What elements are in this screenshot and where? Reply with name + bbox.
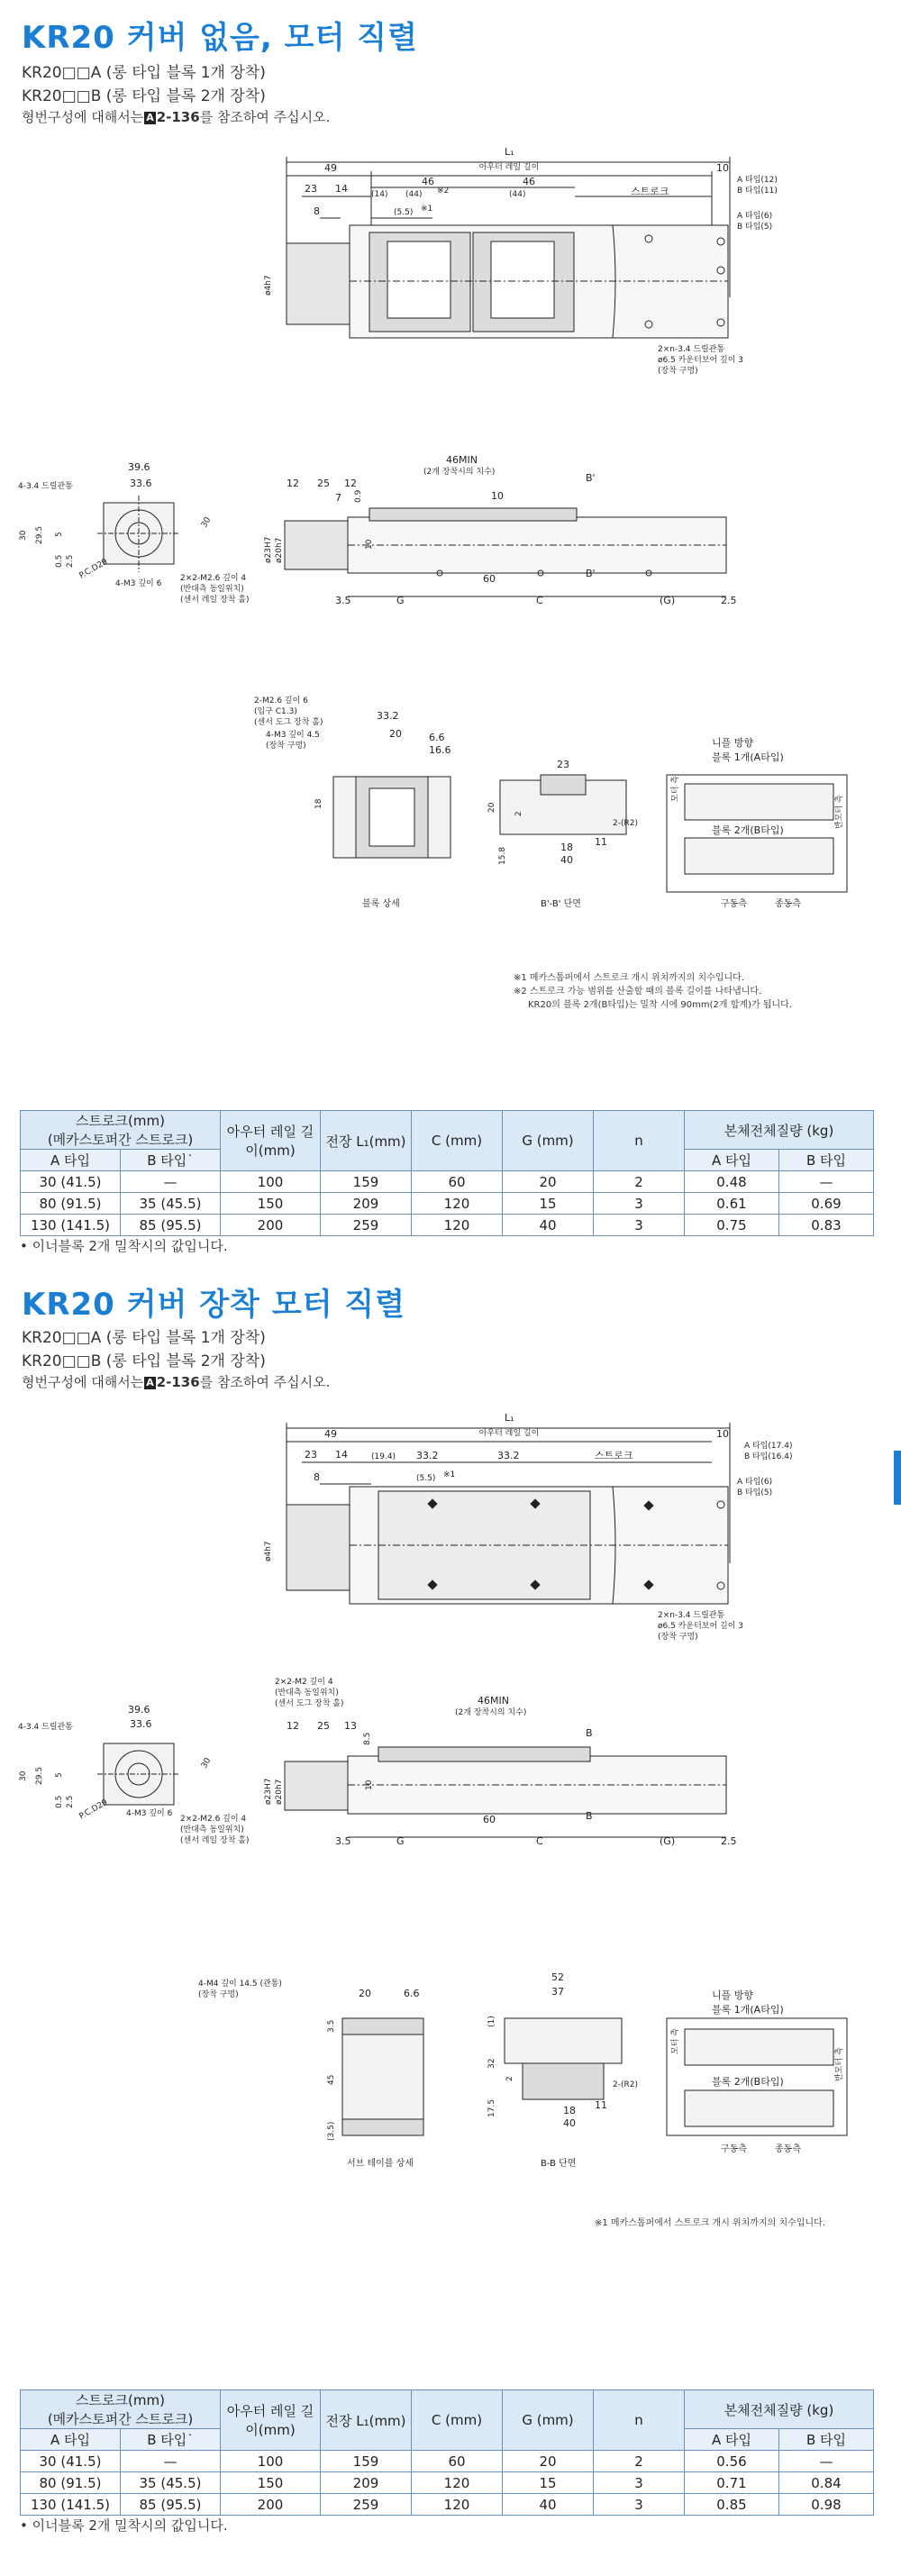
th-l1: 전장 L₁(mm) <box>321 1111 412 1171</box>
dim-rail-length: 아우터 레일 길이 <box>478 1429 540 1438</box>
note-hole-2: ø6.5 카운터보어 깊이 3 <box>658 1622 743 1631</box>
side-46min-note: (2개 장착시의 치수) <box>455 1708 527 1717</box>
side-33-6: 33.6 <box>130 478 152 489</box>
side-b-prime-bottom: B' <box>586 568 596 579</box>
side-m2-n2: (센서 도그 장착 홀) <box>275 1699 344 1708</box>
dim-14-paren: (14) <box>371 190 388 199</box>
section-17-5: 17.5 <box>487 2098 496 2117</box>
dim-33-2b: 33.2 <box>497 1450 520 1461</box>
dim-19-4: (19.4) <box>371 1452 396 1461</box>
side-30: 30 <box>19 1770 28 1781</box>
note-hole-1: 2×n-3.4 드릴관통 <box>658 345 725 354</box>
side-m26-n2: (센서 레일 장착 홀) <box>180 596 250 605</box>
spec-table <box>20 1110 874 1236</box>
section-32: 32 <box>487 2058 496 2069</box>
section-title: KR20 커버 장착 모터 직렬 <box>22 1287 405 1323</box>
note-1: ※1 메카스톱퍼에서 스트로크 개시 위치까지의 치수입니다. <box>595 2218 825 2228</box>
dim-phi4h7: ø4h7 <box>264 1541 273 1561</box>
section-18: 18 <box>560 842 573 853</box>
nipple-motor: 모터 측 <box>671 2028 680 2054</box>
side-33-6: 33.6 <box>130 1718 152 1730</box>
side-b-prime-top: B' <box>586 472 596 484</box>
side-m26: 2×2-M2.6 깊이 4 <box>180 574 247 583</box>
nipple-title: 니플 방향 <box>712 737 754 749</box>
th-g: G (mm) <box>503 2390 594 2451</box>
th-mass-a: A 타입 <box>685 1150 779 1171</box>
ref-page-link[interactable]: 2-136 <box>156 1374 200 1390</box>
side-view-drawing <box>0 451 901 631</box>
side-0-9: 0.9 <box>354 489 363 503</box>
drawing-notes <box>514 971 792 1012</box>
side-0-5: 0.5 <box>55 554 64 568</box>
table-row: 80 (91.5) 35 (45.5) 150 209 120 15 3 0.61 0.69 <box>21 1193 874 1215</box>
side-pcd: P.C.D29 <box>77 1798 110 1822</box>
dim-10: 10 <box>716 1428 729 1440</box>
drawing-notes <box>595 2216 825 2230</box>
note-hole-1: 2×n-3.4 드릴관통 <box>658 1611 725 1620</box>
dim-a-type-12: A 타입(12) <box>737 176 778 185</box>
side-46min: 46MIN <box>446 454 478 466</box>
model-b-line: KR20□□B (롱 타입 블록 2개 장착) <box>22 1352 266 1370</box>
top-view-drawing <box>0 1401 901 1671</box>
detail-20: 20 <box>359 1988 371 1999</box>
dim-10: 10 <box>716 162 729 174</box>
side-5: 5 <box>55 532 64 537</box>
dim-note-star2: ※2 <box>437 187 450 196</box>
side-2-5b: 2.5 <box>721 1835 737 1847</box>
nipple-b: 블록 2개(B타입) <box>712 824 784 836</box>
side-view-drawing <box>0 1671 901 1870</box>
table-footnote: • 이너블록 2개 밀착시의 값입니다. <box>20 1238 228 1254</box>
detail-caption: 서브 테이블 상세 <box>347 2159 414 2169</box>
section-23: 23 <box>557 759 569 770</box>
side-46min: 46MIN <box>478 1695 509 1707</box>
section-2: 2 <box>505 2076 514 2081</box>
side-2-5: 2.5 <box>66 1795 75 1808</box>
side-b-top: B <box>586 1727 593 1739</box>
section-40: 40 <box>560 854 573 866</box>
section-18: 18 <box>563 2105 576 2116</box>
side-39-6: 39.6 <box>128 1704 150 1716</box>
side-60: 60 <box>483 573 496 585</box>
th-a-type: A 타입 <box>21 1150 121 1171</box>
detail-m26: 2-M2.6 깊이 6 <box>254 696 308 705</box>
side-holes: 4-3.4 드릴관통 <box>18 482 73 491</box>
section-52: 52 <box>551 1971 564 1983</box>
section-1: (1) <box>487 2016 496 2027</box>
section-15-8: 15.8 <box>498 846 507 865</box>
note-1: ※1 메카스톱퍼에서 스트로크 개시 위치까지의 치수입니다. <box>514 973 744 983</box>
th-c: C (mm) <box>412 1111 503 1171</box>
side-0-5: 0.5 <box>55 1795 64 1808</box>
side-13: 13 <box>344 1720 357 1732</box>
section-11: 11 <box>595 2099 607 2111</box>
side-g: G <box>396 1835 405 1847</box>
side-8-5: 8.5 <box>363 1732 372 1745</box>
th-b-type: B 타입˙ <box>121 2429 221 2451</box>
detail-45: 45 <box>327 2074 336 2085</box>
ref-page-link[interactable]: 2-136 <box>156 109 200 125</box>
side-g-paren: (G) <box>660 595 676 606</box>
side-m3: 4-M3 깊이 6 <box>126 1809 173 1818</box>
side-25: 25 <box>317 1720 330 1732</box>
detail-18: 18 <box>314 798 323 809</box>
nipple-motor: 모터 측 <box>671 776 680 802</box>
note-2: ※2 스트로크 가능 범위를 산출할 때의 블록 길이를 나타냅니다. <box>514 987 762 997</box>
detail-caption: 블록 상세 <box>362 899 400 909</box>
table-row: 30 (41.5) — 100 159 60 20 2 0.48 — <box>21 1171 874 1193</box>
detail-m4: 4-M4 깊이 14.5 (관통) <box>198 1980 282 1989</box>
dim-a-type-17-4: A 타입(17.4) <box>744 1442 793 1451</box>
section-37: 37 <box>551 1986 564 1998</box>
side-m3: 4-M3 깊이 6 <box>115 579 162 588</box>
dim-l1: L₁ <box>505 146 514 158</box>
side-3-5: 3.5 <box>335 595 351 606</box>
dim-a-type-6: A 타입(6) <box>737 212 773 221</box>
section-r2: 2-(R2) <box>613 2080 638 2089</box>
side-30-angle: 30 <box>199 515 214 530</box>
table-row: 80 (91.5) 35 (45.5) 150 209 120 15 3 0.71 0.84 <box>21 2472 874 2494</box>
dim-44b: (44) <box>509 190 526 199</box>
table-row: 30 (41.5) — 100 159 60 20 2 0.56 — <box>21 2451 874 2472</box>
dim-b-type-11: B 타입(11) <box>737 187 778 196</box>
dim-14: 14 <box>335 1449 348 1461</box>
note-3: KR20의 블록 2개(B타입)는 밀착 시에 90mm(2개 합계)가 됩니다. <box>528 1000 792 1010</box>
dim-46a: 46 <box>422 176 434 187</box>
dim-14: 14 <box>335 183 348 195</box>
th-mass: 본체전체질량 (kg) <box>685 1111 874 1150</box>
nipple-driven: 종동측 <box>775 899 801 909</box>
side-phi20: ø20h7 <box>275 1779 284 1805</box>
side-29-5: 29.5 <box>35 1766 44 1785</box>
dim-b-type-5: B 타입(5) <box>737 223 773 232</box>
dim-44a: (44) <box>405 190 423 199</box>
detail-m4-note: (장착 구멍) <box>198 1990 239 1999</box>
nipple-anti: 반모터 측 <box>835 2047 844 2081</box>
detail-3-5-paren: (3.5) <box>327 2121 336 2141</box>
side-holes: 4-3.4 드릴관통 <box>18 1723 73 1732</box>
nipple-title: 니플 방향 <box>712 1989 754 2001</box>
ref-badge: A <box>146 112 154 123</box>
section-caption: B'-B' 단면 <box>541 899 581 909</box>
th-stroke: 스트로크(mm) (메카스토퍼간 스트로크) <box>21 2390 221 2429</box>
detail-6-6: 6.6 <box>404 1988 420 1999</box>
side-60: 60 <box>483 1814 496 1825</box>
side-30-angle: 30 <box>199 1756 214 1770</box>
table-footnote: • 이너블록 2개 밀착시의 값입니다. <box>20 2517 228 2534</box>
dim-49: 49 <box>324 1428 337 1440</box>
section-caption: B-B 단면 <box>541 2159 577 2169</box>
dim-rail-length: 아우터 레일 길이 <box>478 163 540 172</box>
nipple-drive: 구동측 <box>721 2144 747 2154</box>
side-phi23: ø23H7 <box>264 536 273 563</box>
top-view-drawing <box>0 135 901 405</box>
side-pcd: P.C.D29 <box>77 557 110 581</box>
side-2-5b: 2.5 <box>721 595 737 606</box>
detail-m26-n1: (입구 C1.3) <box>254 707 297 716</box>
side-12: 12 <box>287 478 299 489</box>
nipple-a: 블록 1개(A타입) <box>712 751 784 763</box>
section-20: 20 <box>487 802 496 813</box>
section-title: KR20 커버 없음, 모터 직렬 <box>22 20 418 56</box>
th-b-type: B 타입˙ <box>121 1150 221 1171</box>
side-2-5: 2.5 <box>66 554 75 568</box>
dim-b-type-5: B 타입(5) <box>737 1488 773 1497</box>
model-a-line: KR20□□A (롱 타입 블록 1개 장착) <box>22 64 266 82</box>
detail-3-5: 3.5 <box>327 2019 336 2033</box>
dim-stroke: 스트로크 <box>631 186 669 197</box>
dim-8: 8 <box>314 205 320 217</box>
side-10: 10 <box>491 490 504 502</box>
side-m26-n1: (반대측 동일위치) <box>180 585 244 594</box>
dim-note-star1: ※1 <box>443 1470 456 1479</box>
section-2: 2 <box>514 811 523 816</box>
side-c: C <box>536 595 543 606</box>
th-mass-b: B 타입 <box>778 2429 873 2451</box>
side-39-6: 39.6 <box>128 461 150 473</box>
dim-b-type-16-4: B 타입(16.4) <box>744 1452 793 1461</box>
dim-46b: 46 <box>523 176 535 187</box>
reference-line <box>22 107 330 126</box>
nipple-b: 블록 2개(B타입) <box>712 2076 784 2088</box>
dim-23: 23 <box>305 1449 317 1461</box>
dim-49: 49 <box>324 162 337 174</box>
nipple-a: 블록 1개(A타입) <box>712 2004 784 2016</box>
side-12: 12 <box>287 1720 299 1732</box>
section-no-cover <box>0 0 901 1279</box>
side-b-bottom: B <box>586 1810 593 1822</box>
dim-note-star1: ※1 <box>421 205 433 214</box>
section-r2: 2-(R2) <box>613 819 638 828</box>
ref-prefix: 형번구성에 대해서는 <box>22 109 144 125</box>
model-a-line: KR20□□A (롱 타입 블록 1개 장착) <box>22 1329 266 1347</box>
note-hole-3: (장착 구멍) <box>658 1633 698 1642</box>
dim-a-type-6: A 타입(6) <box>737 1478 773 1487</box>
th-rail: 아우터 레일 길이(mm) <box>221 1111 321 1171</box>
spec-table <box>20 2389 874 2516</box>
side-m26-n2: (센서 레일 장착 홀) <box>180 1836 250 1845</box>
side-25: 25 <box>317 478 330 489</box>
table-row: 130 (141.5) 85 (95.5) 200 259 120 40 3 0.85 0.98 <box>21 2494 874 2516</box>
th-mass-a: A 타입 <box>685 2429 779 2451</box>
th-a-type: A 타입 <box>21 2429 121 2451</box>
ref-suffix: 를 참조하여 주십시오. <box>199 109 331 125</box>
table-row: 130 (141.5) 85 (95.5) 200 259 120 40 3 0.75 0.83 <box>21 1215 874 1236</box>
th-stroke: 스트로크(mm) (메카스토퍼간 스트로크) <box>21 1111 221 1150</box>
side-29-5: 29.5 <box>35 525 44 544</box>
dim-stroke: 스트로크 <box>595 1450 633 1461</box>
side-phi20: ø20h7 <box>275 537 284 563</box>
model-b-line: KR20□□B (롱 타입 블록 2개 장착) <box>22 87 266 105</box>
section-with-cover <box>0 1279 901 2576</box>
detail-drawings <box>0 1964 901 2180</box>
reference-line <box>22 1372 330 1391</box>
side-46min-note: (2개 장착시의 치수) <box>423 468 496 477</box>
dim-phi4h7: ø4h7 <box>264 275 273 296</box>
dim-5-5: (5.5) <box>416 1474 436 1483</box>
dim-8: 8 <box>314 1471 320 1483</box>
detail-33-2: 33.2 <box>377 710 399 722</box>
ref-badge: A <box>146 1377 154 1388</box>
th-g: G (mm) <box>503 1111 594 1171</box>
th-mass: 본체전체질량 (kg) <box>685 2390 874 2429</box>
section-11: 11 <box>595 836 607 848</box>
th-c: C (mm) <box>412 2390 503 2451</box>
nipple-anti: 반모터 측 <box>835 795 844 829</box>
detail-20: 20 <box>389 728 402 740</box>
side-12b: 12 <box>344 478 357 489</box>
detail-drawings <box>0 694 901 928</box>
section-40: 40 <box>563 2117 576 2129</box>
side-g-paren: (G) <box>660 1835 676 1847</box>
side-10b: 10 <box>365 539 374 550</box>
side-m26-n1: (반대측 동일위치) <box>180 1825 244 1834</box>
side-5: 5 <box>55 1772 64 1778</box>
dim-5-5: (5.5) <box>394 208 414 217</box>
side-m2-n1: (반대측 동일위치) <box>275 1689 339 1698</box>
side-7: 7 <box>335 492 341 504</box>
th-l1: 전장 L₁(mm) <box>321 2390 412 2451</box>
th-n: n <box>594 2390 685 2451</box>
side-30: 30 <box>19 530 28 541</box>
nipple-driven: 종동측 <box>775 2144 801 2154</box>
dim-33-2a: 33.2 <box>416 1450 439 1461</box>
dim-l1: L₁ <box>505 1412 514 1424</box>
th-rail: 아우터 레일 길이(mm) <box>221 2390 321 2451</box>
side-3-5: 3.5 <box>335 1835 351 1847</box>
side-m2: 2×2-M2 깊이 4 <box>275 1678 333 1687</box>
side-phi23: ø23H7 <box>264 1778 273 1805</box>
note-hole-2: ø6.5 카운터보어 깊이 3 <box>658 356 743 365</box>
side-10: 10 <box>365 1780 374 1790</box>
detail-16-6: 16.6 <box>429 744 451 756</box>
side-c: C <box>536 1835 543 1847</box>
detail-m3-note: (장착 구멍) <box>266 742 306 751</box>
dim-23: 23 <box>305 183 317 195</box>
ref-suffix: 를 참조하여 주십시오. <box>199 1374 331 1390</box>
th-mass-b: B 타입 <box>778 1150 873 1171</box>
ref-prefix: 형번구성에 대해서는 <box>22 1374 144 1390</box>
detail-m26-n2: (센서 도그 장착 홀) <box>254 718 323 727</box>
side-m26: 2×2-M2.6 깊이 4 <box>180 1815 247 1824</box>
detail-6-6: 6.6 <box>429 732 445 743</box>
nipple-drive: 구동측 <box>721 899 747 909</box>
note-hole-3: (장착 구멍) <box>658 367 698 376</box>
detail-m3: 4-M3 깊이 4.5 <box>266 731 320 740</box>
side-g: G <box>396 595 405 606</box>
th-n: n <box>594 1111 685 1171</box>
